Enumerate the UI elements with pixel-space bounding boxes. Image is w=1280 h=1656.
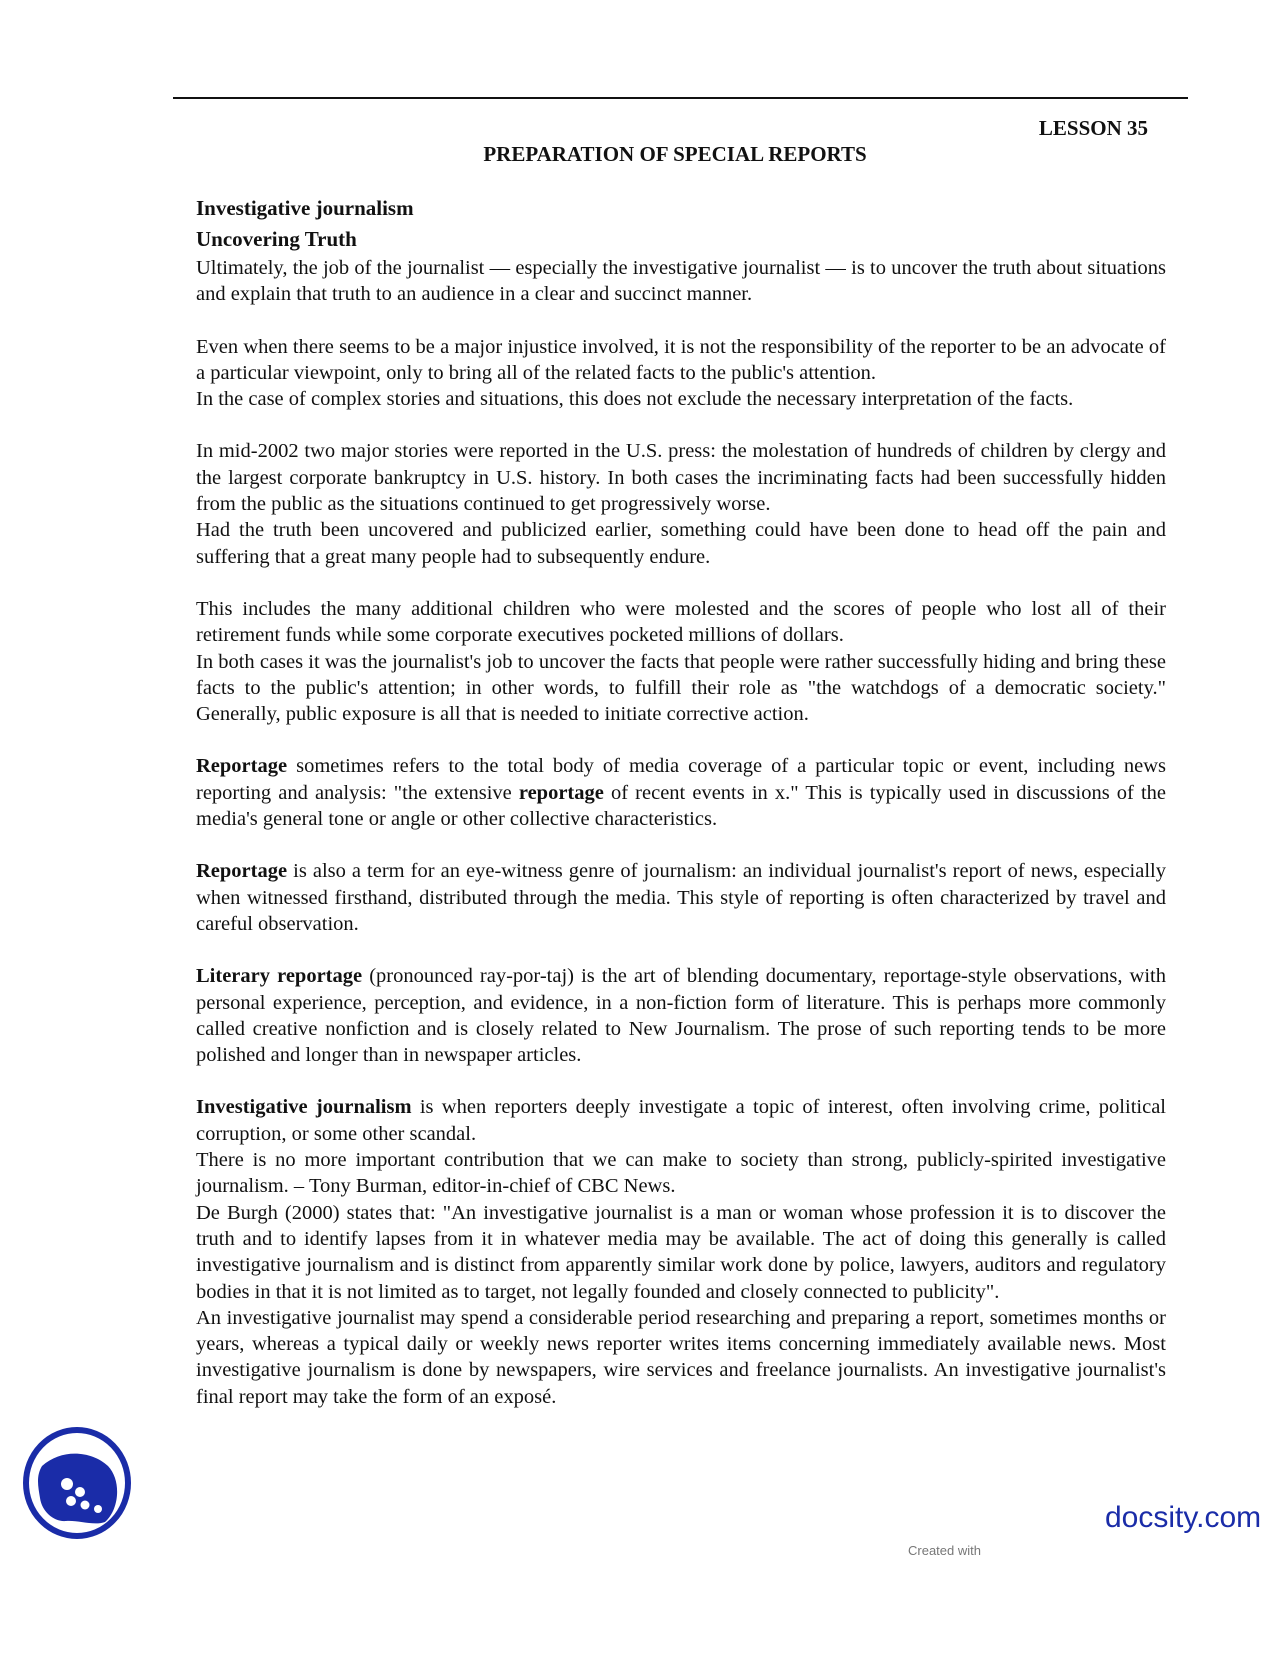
- term-reportage-inline: reportage: [518, 781, 604, 804]
- paragraph-9: Reportage is also a term for an eye-witness genre of journalism: an individual journalist's report of news, especially when witnessed firsthand, distributed through the media. This style of reporting is often characterized by travel and careful observation.: [196, 860, 1166, 935]
- section-heading: Investigative journalism: [196, 196, 414, 220]
- paragraph-2: Even when there seems to be a major injustice involved, it is not the responsibility of the reporter to be an advocate of a particular viewpoint, only to bring all of the related facts to the public's attention.: [196, 335, 1166, 384]
- term-reportage: Reportage: [196, 755, 288, 778]
- paragraph-7: In both cases it was the journalist's job to uncover the facts that people were rather successfully hiding and bring these facts to the public's attention; in other words, to fulfill their role as "the watchdogs of a democratic society." Generally, public exposure is all that is needed to initiate corrective action.: [196, 650, 1166, 726]
- term-reportage-2: Reportage: [196, 860, 288, 883]
- paragraph-10: Literary reportage (pronounced ray-por-taj) is the art of blending documentary, reportage-style observations, with personal experience, perception, and evidence, in a non-fiction form of literature. This is perhaps more commonly called creative nonfiction and is closely related to New Journalism. The prose of such reporting tends to be more polished and longer than in newspaper articles.: [196, 965, 1166, 1067]
- paragraph-1: Ultimately, the job of the journalist — especially the investigative journalist — is to uncover the truth about situations and explain that truth to an audience in a clear and succinct manner.: [196, 257, 1166, 306]
- document-body: [196, 193, 1166, 1410]
- lesson-number: LESSON 35: [1038, 116, 1148, 140]
- paragraph-13: De Burgh (2000) states that: "An investigative journalist is a man or woman whose profession it is to discover the truth and to identify lapses from it in whatever media may be available. The act of doing this generally is called investigative journalism and is distinct from apparently similar work done by police, lawyers, auditors and regulatory bodies in that it is not limited as to target, not legally founded and closely connected to publicity".: [196, 1201, 1166, 1303]
- paragraph-5: Had the truth been uncovered and publicized earlier, something could have been done to head off the pain and suffering that a great many people had to subsequently endure.: [196, 519, 1166, 568]
- paragraph-4: In mid-2002 two major stories were reported in the U.S. press: the molestation of hundreds of children by clergy and the largest corporate bankruptcy in U.S. history. In both cases the incriminating facts had been successfully hidden from the public as the situations continued to get progressively worse.: [196, 440, 1166, 516]
- paragraph-11: Investigative journalism is when reporters deeply investigate a topic of interest, often involving crime, political corruption, or some other scandal.: [196, 1096, 1166, 1145]
- term-investigative-journalism: Investigative journalism: [196, 1096, 412, 1119]
- term-literary-reportage: Literary reportage: [196, 965, 363, 988]
- paragraph-3: In the case of complex stories and situations, this does not exclude the necessary interpretation of the facts.: [196, 388, 1074, 411]
- paragraph-6: This includes the many additional children who were molested and the scores of people who lost all of their retirement funds while some corporate executives pocketed millions of dollars.: [196, 597, 1166, 647]
- header-rule: [173, 97, 1188, 99]
- paragraph-8: Reportage sometimes refers to the total body of media coverage of a particular topic or event, including news reporting and analysis: "the extensive reportage of recent events in x." This is typically used in discussions of the media's general tone or angle or other collective characteristics.: [196, 755, 1167, 831]
- page-title: PREPARATION OF SPECIAL REPORTS: [483, 142, 867, 166]
- section-subheading: Uncovering Truth: [196, 227, 357, 251]
- docsity-brand-link[interactable]: docsity.com: [1105, 1501, 1262, 1534]
- paragraph-14: An investigative journalist may spend a considerable period researching and preparing a report, sometimes months or years, whereas a typical daily or weekly news reporter writes items concerning immediately available news. Most investigative journalism is done by newspapers, wire services and freelance journalists. An investigative journalist's final report may take the form of an exposé.: [196, 1306, 1166, 1408]
- docsity-logo-icon: [22, 1426, 132, 1540]
- created-with-label: Created with: [908, 1543, 981, 1558]
- paragraph-12: There is no more important contribution that we can make to society than strong, publicly-spirited investigative journalism. – Tony Burman, editor-in-chief of CBC News.: [196, 1149, 1166, 1198]
